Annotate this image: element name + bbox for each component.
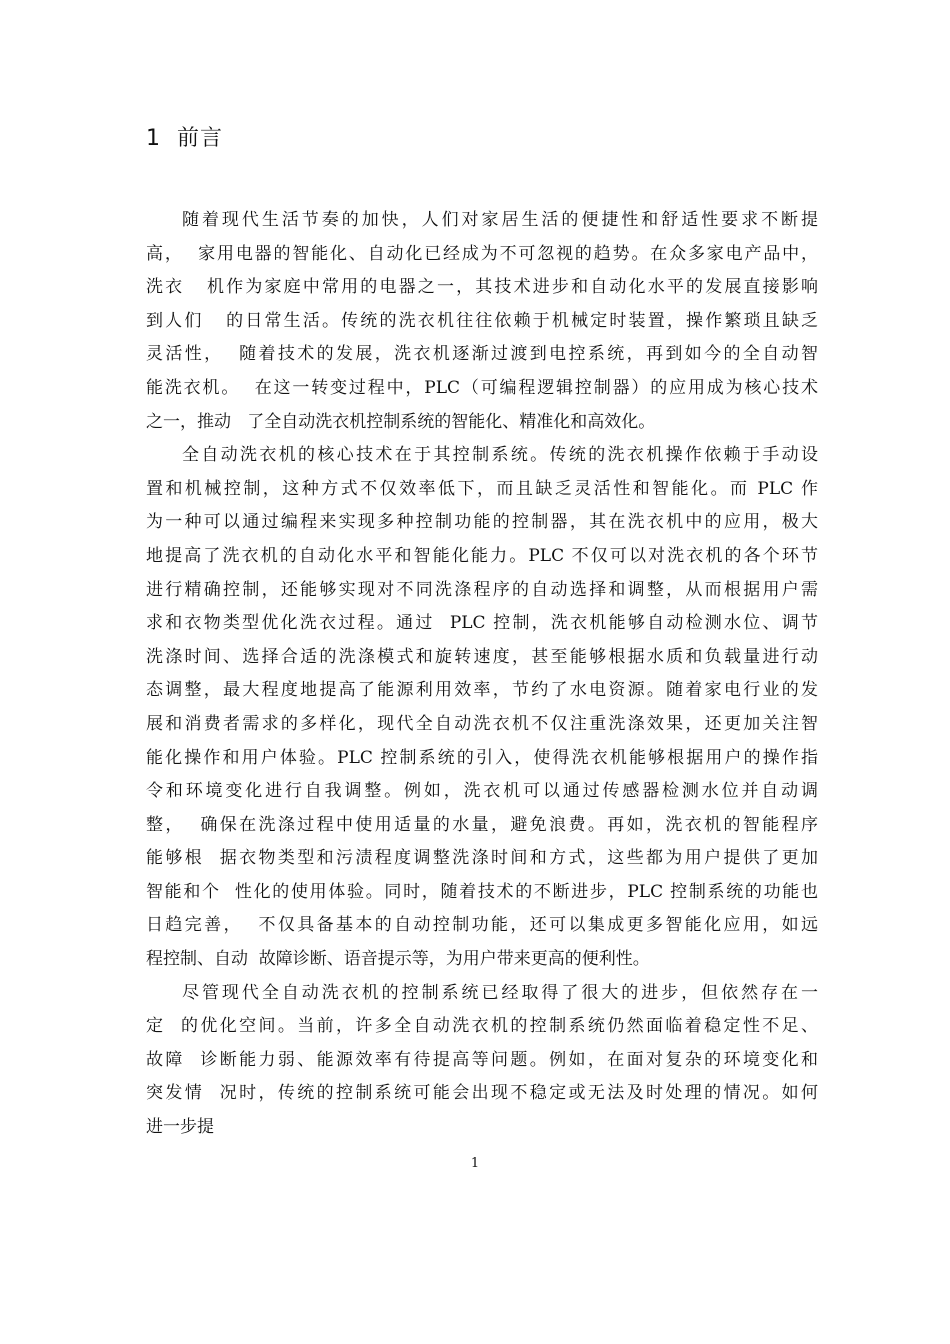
text-line: 能洗衣机。 在这一转变过程中，PLC（可编程逻辑控制器）的应用成为核心技术: [146, 377, 818, 398]
section-heading: 1 前言: [146, 126, 223, 151]
page-number: 1: [470, 1156, 480, 1171]
text-line: 求和衣物类型优化洗衣过程。通过 PLC 控制，洗衣机能够自动检测水位、调节: [146, 613, 818, 634]
text-line: 进行精确控制，还能够实现对不同洗涤程序的自动选择和调整，从而根据用户需: [146, 579, 818, 600]
text-line: 定 的优化空间。当前，许多全自动洗衣机的控制系统仍然面临着稳定性不足、: [146, 1016, 818, 1037]
text-line: 高， 家用电器的智能化、自动化已经成为不可忽视的趋势。在众多家电产品中，: [146, 243, 818, 264]
text-line: 为一种可以通过编程来实现多种控制功能的控制器，其在洗衣机中的应用，极大: [146, 512, 818, 533]
text-line: 能够根 据衣物类型和污渍程度调整洗涤时间和方式，这些都为用户提供了更加: [146, 848, 818, 869]
text-line: 能化操作和用户体验。PLC 控制系统的引入，使得洗衣机能够根据用户的操作指: [146, 747, 818, 768]
text-line: 灵活性， 随着技术的发展，洗衣机逐渐过渡到电控系统，再到如今的全自动智: [146, 344, 818, 365]
text-line: 之一，推动 了全自动洗衣机控制系统的智能化、精准化和高效化。: [146, 411, 656, 432]
text-line: 洗涤时间、选择合适的洗涤模式和旋转速度，甚至能够根据水质和负载量进行动: [146, 646, 818, 667]
text-line: 进一步提: [146, 1117, 214, 1138]
text-line: 程控制、自动 故障诊断、语音提示等，为用户带来更高的便利性。: [146, 949, 650, 970]
text-line: 全自动洗衣机的核心技术在于其控制系统。传统的洗衣机操作依赖于手动设: [182, 445, 818, 466]
text-line: 地提高了洗衣机的自动化水平和智能化能力。PLC 不仅可以对洗衣机的各个环节: [146, 545, 818, 566]
text-line: 态调整，最大程度地提高了能源利用效率，节约了水电资源。随着家电行业的发: [146, 680, 818, 701]
text-line: 尽管现代全自动洗衣机的控制系统已经取得了很大的进步，但依然存在一: [182, 982, 818, 1003]
text-line: 整， 确保在洗涤过程中使用适量的水量，避免浪费。再如，洗衣机的智能程序: [146, 814, 818, 835]
text-line: 智能和个 性化的使用体验。同时，随着技术的不断进步，PLC 控制系统的功能也: [146, 881, 818, 902]
text-line: 故障 诊断能力弱、能源效率有待提高等问题。例如，在面对复杂的环境变化和: [146, 1049, 818, 1070]
body-text: [146, 204, 818, 1145]
text-line: 突发情 况时，传统的控制系统可能会出现不稳定或无法及时处理的情况。如何: [146, 1083, 818, 1104]
text-line: 洗衣 机作为家庭中常用的电器之一，其技术进步和自动化水平的发展直接影响: [146, 277, 818, 298]
text-line: 令和环境变化进行自我调整。例如，洗衣机可以通过传感器检测水位并自动调: [146, 781, 818, 802]
text-line: 日趋完善， 不仅具备基本的自动控制功能，还可以集成更多智能化应用，如远: [146, 915, 818, 936]
text-line: 到人们 的日常生活。传统的洗衣机往往依赖于机械定时装置，操作繁琐且缺乏: [146, 310, 818, 331]
text-line: 随着现代生活节奏的加快，人们对家居生活的便捷性和舒适性要求不断提: [182, 210, 818, 230]
text-line: 展和消费者需求的多样化，现代全自动洗衣机不仅注重洗涤效果，还更加关注智: [146, 713, 818, 734]
text-line: 置和机械控制，这种方式不仅效率低下，而且缺乏灵活性和智能化。而 PLC 作: [146, 478, 818, 499]
